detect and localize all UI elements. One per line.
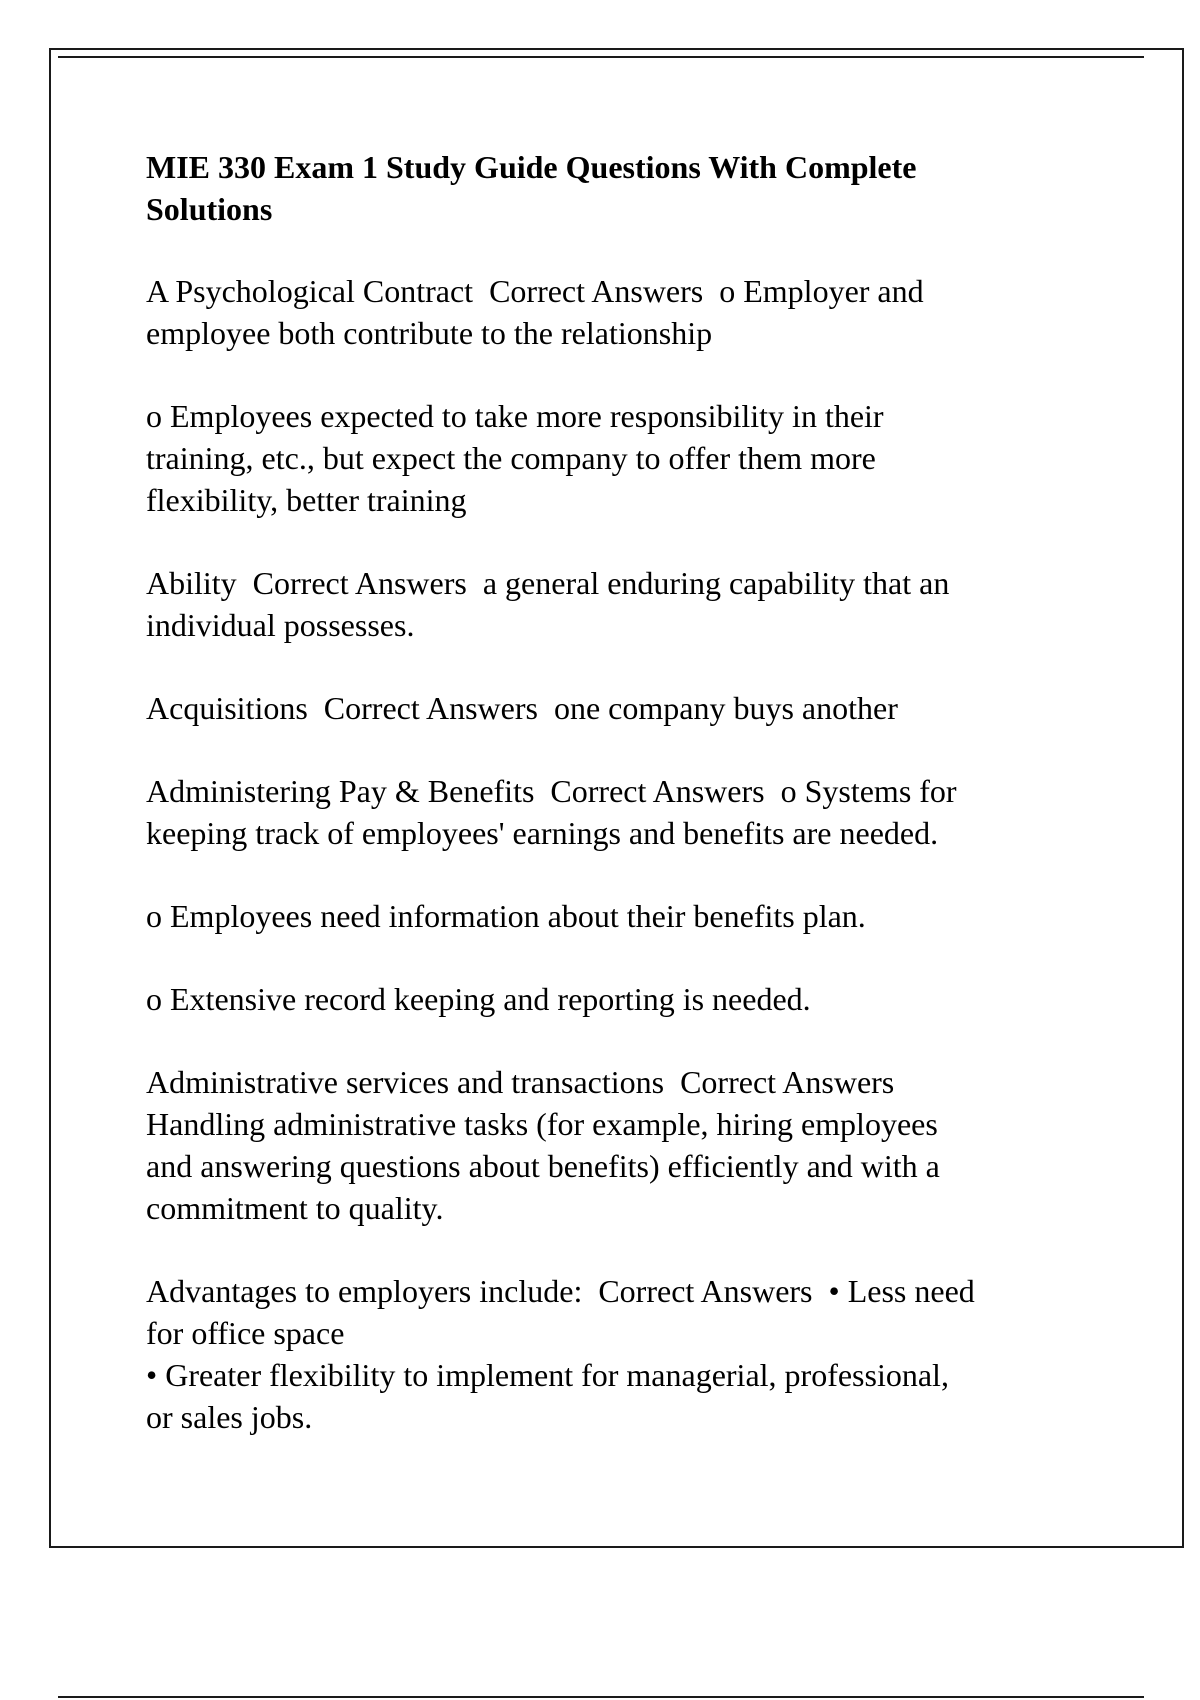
bottom-rule: [58, 1696, 1144, 1698]
entry-psychological-contract-detail: o Employees expected to take more responsibility in their training, etc., but expect the company to offer them more flexibility, better training: [146, 398, 884, 518]
entry-administering-pay-benefits: Administering Pay & Benefits Correct Answers o Systems for keeping track of employees' earnings and benefits are needed.: [146, 773, 957, 851]
entry-record-keeping: o Extensive record keeping and reporting is needed.: [146, 981, 811, 1017]
entry-ability: Ability Correct Answers a general enduring capability that an individual possesses.: [146, 565, 950, 643]
document-title-line-2: Solutions: [146, 191, 273, 227]
document-title-line-1: MIE 330 Exam 1 Study Guide Questions With Complete: [146, 149, 917, 185]
entry-psychological-contract: A Psychological Contract Correct Answers o Employer and employee both contribute to the relationship: [146, 273, 924, 351]
entry-benefits-information: o Employees need information about their benefits plan.: [146, 898, 866, 934]
document-title: [146, 146, 1106, 230]
entry-advantages-to-employers: Advantages to employers include: Correct Answers • Less need for office space • Greater flexibility to implement for managerial, professional, or sales jobs.: [146, 1273, 975, 1435]
entry-acquisitions: Acquisitions Correct Answers one company buys another: [146, 690, 898, 726]
document-body: [146, 146, 1106, 1479]
entry-administrative-services: Administrative services and transactions Correct Answers Handling administrative tasks (for example, hiring employees and answering questions about benefits) efficiently and with a commitment to quality.: [146, 1064, 940, 1226]
